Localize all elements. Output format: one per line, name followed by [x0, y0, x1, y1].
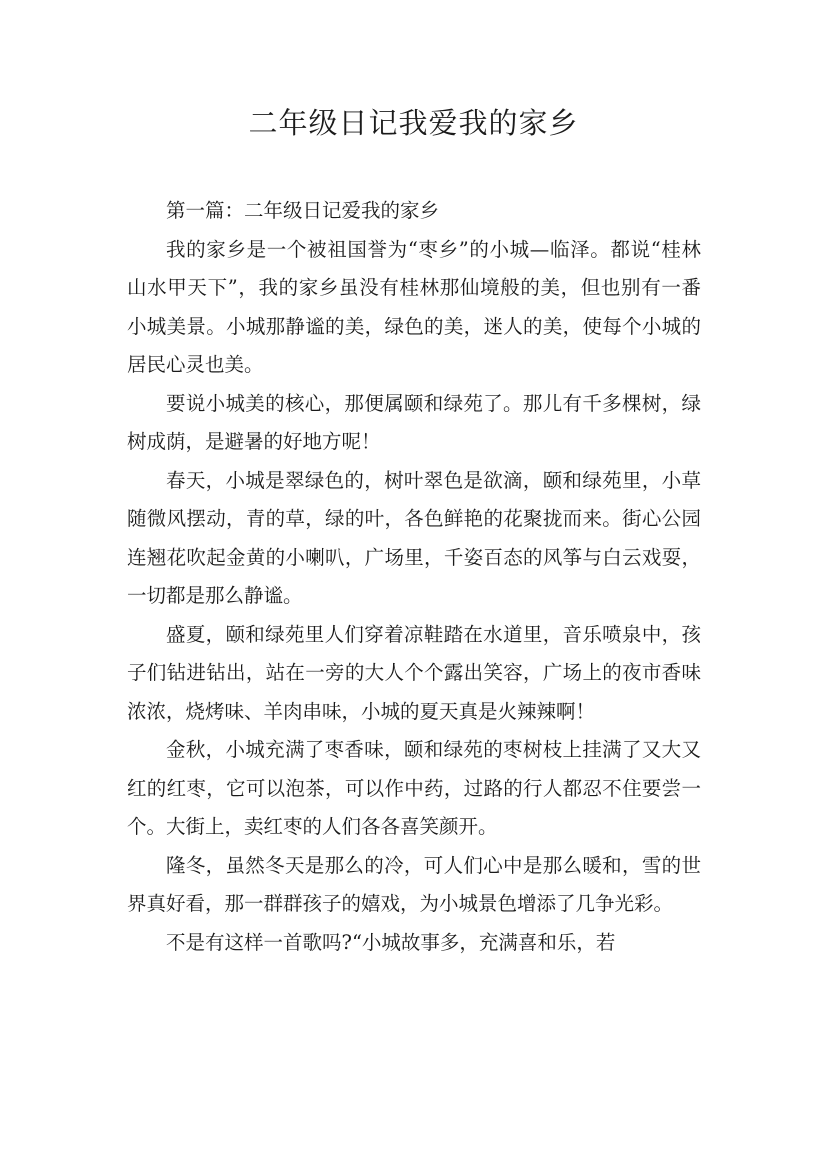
paragraph: 要说小城美的核心，那便属颐和绿苑了。那儿有千多棵树，绿树成荫，是避暑的好地方呢！	[127, 391, 701, 453]
section-heading: 第一篇：二年级日记爱我的家乡	[166, 199, 440, 222]
paragraph: 金秋，小城充满了枣香味，颐和绿苑的枣树枝上挂满了又大又红的红枣，它可以泡茶，可以作中药，过路的行人都忍不住要尝一个。大街上，卖红枣的人们各各喜笑颜开。	[127, 738, 701, 838]
paragraph: 春天，小城是翠绿色的，树叶翠色是欲滴，颐和绿苑里，小草随微风摆动，青的草，绿的叶，各色鲜艳的花聚拢而来。街心公园连翘花吹起金黄的小喇叭，广场里，千姿百态的风筝与白云戏耍，一切都是那么静谧。	[127, 468, 701, 607]
paragraph: 隆冬，虽然冬天是那么的冷，可人们心中是那么暖和，雪的世界真好看，那一群群孩子的嬉戏，为小城景色增添了几争光彩。	[127, 853, 701, 915]
document-title: 二年级日记我爱我的家乡	[248, 106, 579, 140]
paragraph: 不是有这样一首歌吗?“小城故事多，充满喜和乐，若	[166, 930, 616, 954]
paragraph: 盛夏，颐和绿苑里人们穿着凉鞋踏在水道里，音乐喷泉中，孩子们钻进钻出，站在一旁的大人个个露出笑容，广场上的夜市香味浓浓，烧烤味、羊肉串味，小城的夏天真是火辣辣啊！	[127, 622, 701, 723]
paragraph: 我的家乡是一个被祖国誉为“枣乡”的小城—临泽。都说“桂林山水甲天下”，我的家乡虽没有桂林那仙境般的美，但也别有一番小城美景。小城那静谧的美，绿色的美，迷人的美，使每个小城的居民心灵也美。	[127, 237, 701, 376]
document-body	[127, 192, 701, 962]
